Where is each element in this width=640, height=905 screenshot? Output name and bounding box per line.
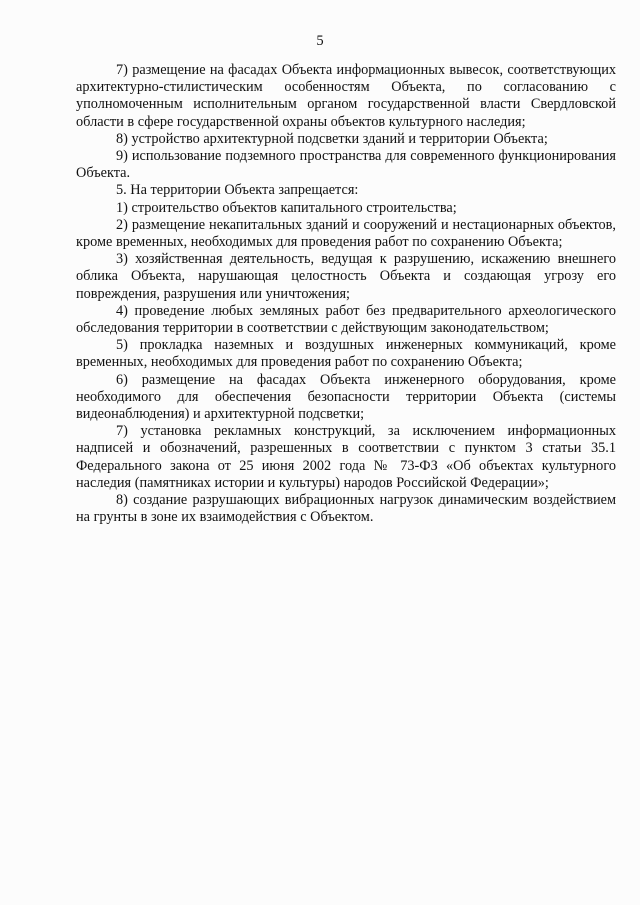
page-number: 5 [316,33,324,49]
paragraph: 1) строительство объектов капитального строительства; [116,199,457,216]
paragraph: 9) использование подземного пространства для современного функционирования Объекта. [76,148,616,182]
paragraph: 7) размещение на фасадах Объекта информационных вывесок, соответствующих архитектурно-стилистическим особенностям Объекта, по согласованию с уполномоченным исполнительным органом государственной власти Свердловской области в сфере государственной охраны объектов культурного наследия; [76,62,616,130]
document-body [76,62,616,526]
paragraph: 3) хозяйственная деятельность, ведущая к разрушению, искажению внешнего облика Объекта, нарушающая целостность Объекта и создающая угрозу его повреждения, разрушения или уничтожения; [76,251,616,302]
paragraph: 5) прокладка наземных и воздушных инженерных коммуникаций, кроме временных, необходимых для проведения работ по сохранению Объекта; [76,337,616,371]
paragraph: 7) установка рекламных конструкций, за исключением информационных надписей и обозначений, разрешенных в соответствии с пунктом 3 статьи 35.1 Федерального закона от 25 июня 2002 года № 73-ФЗ «Об объектах культурного наследия (памятниках истории и культуры) народов Российской Федерации»; [76,423,616,491]
paragraph: 4) проведение любых земляных работ без предварительного археологического обследования территории в соответствии с действующим законодательством; [76,302,616,337]
paragraph: 2) размещение некапитальных зданий и сооружений и нестационарных объектов, кроме временных, необходимых для проведения работ по сохранению Объекта; [76,216,616,251]
paragraph: 5. На территории Объекта запрещается: [116,182,359,199]
paragraph: 8) устройство архитектурной подсветки зданий и территории Объекта; [116,130,548,147]
paragraph: 6) размещение на фасадах Объекта инженерного оборудования, кроме необходимого для обеспечения безопасности территории Объекта (системы видеонаблюдения) и архитектурной подсветки; [76,371,616,423]
paragraph: 8) создание разрушающих вибрационных нагрузок динамическим воздействием на грунты в зоне их взаимодействия с Объектом. [76,492,616,526]
